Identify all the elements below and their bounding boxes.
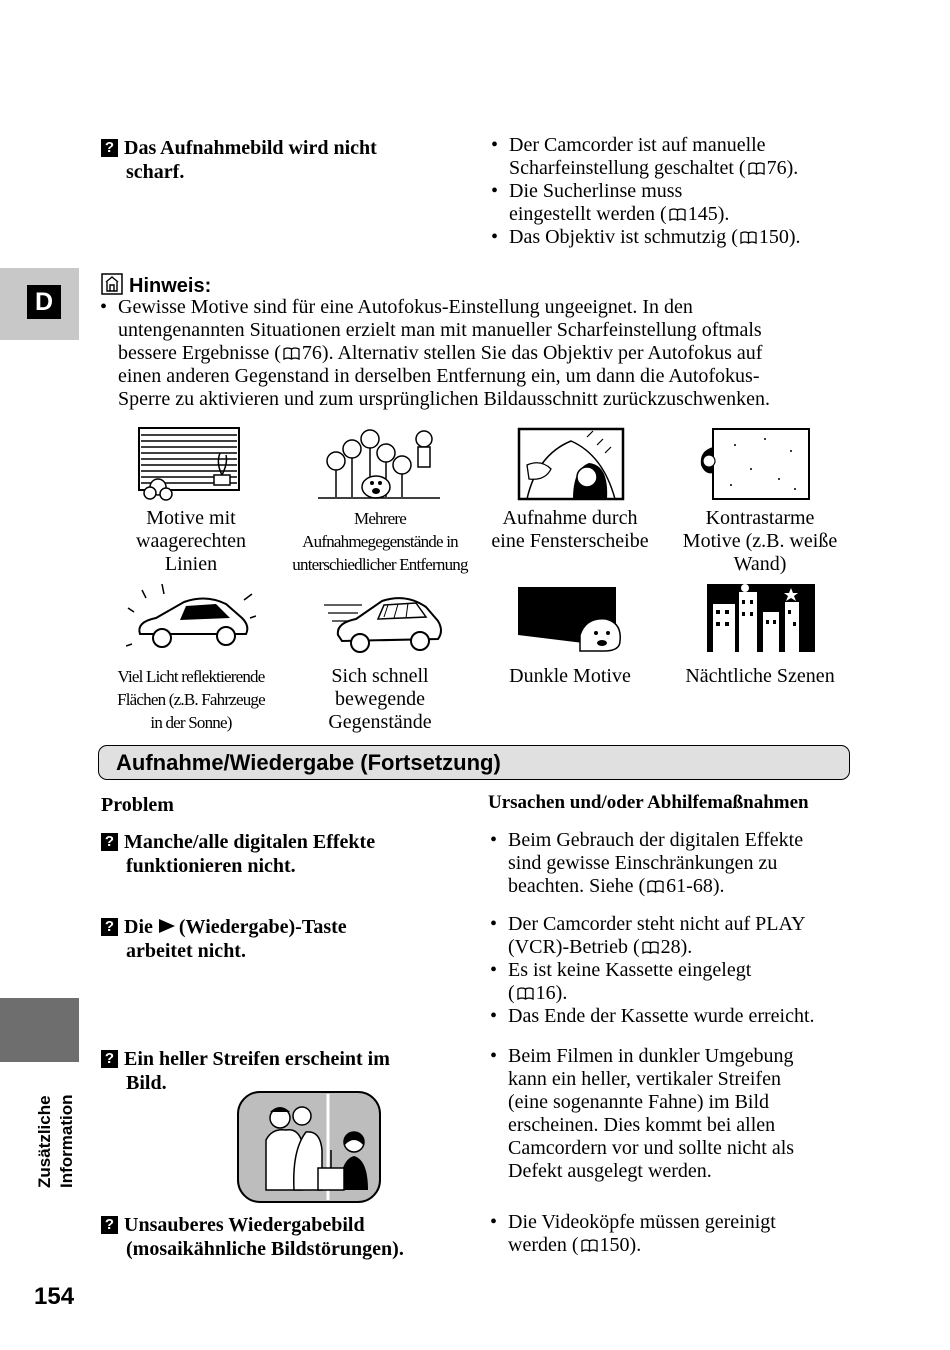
problem-row bbox=[101, 915, 471, 963]
causes-row bbox=[488, 1045, 888, 1183]
cause-text: Das Objektiv ist schmutzig ( bbox=[509, 226, 738, 248]
page-ref: 16). bbox=[535, 982, 568, 1004]
caption-line: bewegende bbox=[335, 688, 425, 710]
bright-streak-illustration bbox=[236, 1090, 382, 1204]
question-icon: ? bbox=[101, 139, 118, 157]
problem-text: (Wiedergabe)-Taste bbox=[178, 916, 347, 938]
problem-text: Ein heller Streifen erscheint im bbox=[124, 1048, 390, 1070]
caption-line: Sich schnell bbox=[331, 665, 429, 687]
caption-line: eine Fensterscheibe bbox=[491, 530, 649, 552]
caption-line: Wand) bbox=[733, 553, 787, 575]
caption-line: Aufnahme durch bbox=[502, 507, 638, 529]
play-icon bbox=[158, 918, 176, 934]
page-ref: 28). bbox=[660, 936, 693, 958]
note-icon bbox=[101, 273, 123, 295]
note-bullet: • bbox=[100, 296, 108, 318]
book-icon bbox=[517, 987, 534, 1000]
night-scene-illustration bbox=[705, 582, 817, 654]
causes-row bbox=[488, 829, 888, 898]
cause-text: Der Camcorder ist auf manuelle bbox=[509, 134, 766, 156]
side-tab-info bbox=[0, 998, 79, 1062]
problem-text: Bild. bbox=[126, 1072, 167, 1094]
section-title: Aufnahme/Wiedergabe (Fortsetzung) bbox=[116, 750, 501, 775]
problem-text: arbeitet nicht. bbox=[126, 940, 246, 962]
col-header-causes: Ursachen und/oder Abhilfemaßnahmen bbox=[488, 792, 809, 813]
cause-item bbox=[489, 226, 889, 249]
page-ref: 150). bbox=[758, 226, 801, 248]
reflective-car-illustration bbox=[126, 582, 256, 656]
caption-line: waagerechten bbox=[136, 530, 246, 552]
cause-item bbox=[488, 1005, 888, 1028]
note-line: untengenannten Situationen erzielt man mit manueller Scharfeinstellung oftmals bbox=[118, 319, 762, 341]
side-tab-letter: D bbox=[27, 285, 61, 319]
problem-top-line1: Das Aufnahmebild wird nicht bbox=[124, 137, 377, 159]
caption-line: Gegenstände bbox=[328, 711, 432, 733]
cause-text: beachten. Siehe ( bbox=[508, 875, 646, 897]
cause-text: sind gewisse Einschränkungen zu bbox=[508, 852, 778, 874]
note-line: einen anderen Gegenstand in derselben Entfernung ein, um dann die Autofokus- bbox=[118, 365, 760, 387]
caption-line: Nächtliche Szenen bbox=[685, 665, 835, 687]
caption-dark bbox=[476, 665, 664, 688]
cause-text: Defekt ausgelegt werden. bbox=[508, 1160, 712, 1182]
problem-top bbox=[101, 136, 461, 184]
cause-item bbox=[488, 829, 888, 898]
cause-text: Scharfeinstellung geschaltet ( bbox=[509, 157, 746, 179]
cause-item bbox=[488, 1211, 888, 1257]
cause-text: werden ( bbox=[508, 1234, 579, 1256]
problem-text: Die bbox=[124, 916, 158, 938]
book-icon bbox=[740, 231, 757, 244]
multiple-subjects-illustration bbox=[318, 425, 440, 503]
cause-text: Beim Gebrauch der digitalen Effekte bbox=[508, 829, 804, 851]
cause-item bbox=[488, 959, 888, 1005]
caption-line: in der Sonne) bbox=[150, 713, 232, 732]
problem-text: Unsauberes Wiedergabebild bbox=[124, 1214, 365, 1236]
side-label-line1: Zusätzliche bbox=[35, 1095, 54, 1188]
caption-line: Linien bbox=[164, 553, 218, 575]
page-ref: 145). bbox=[687, 203, 730, 225]
note-line: Gewisse Motive sind für eine Autofokus-Einstellung ungeeignet. In den bbox=[118, 296, 693, 318]
caption-line: Motive mit bbox=[146, 507, 236, 529]
cause-text: eingestellt werden ( bbox=[509, 203, 667, 225]
caption-horizontal bbox=[100, 507, 282, 576]
caption-night bbox=[666, 665, 854, 688]
cause-item bbox=[488, 1045, 888, 1183]
fast-moving-car-illustration bbox=[322, 585, 444, 657]
book-icon bbox=[647, 880, 664, 893]
section-header bbox=[98, 745, 850, 780]
cause-text: Beim Filmen in dunkler Umgebung bbox=[508, 1045, 794, 1067]
horizontal-lines-illustration bbox=[136, 425, 246, 503]
caption-reflective bbox=[92, 665, 290, 734]
caption-line: Motive (z.B. weiße bbox=[682, 530, 838, 552]
page-ref: 76). bbox=[766, 157, 799, 179]
note-text-part: 76). Alternativ stellen Sie das Objektiv per Autofokus auf bbox=[301, 342, 763, 364]
caption-line: Mehrere bbox=[354, 509, 406, 528]
dark-subject-illustration bbox=[516, 585, 626, 653]
causes-top bbox=[489, 134, 889, 249]
problem-text: funktionieren nicht. bbox=[126, 855, 296, 877]
page-ref: 61-68). bbox=[666, 875, 725, 897]
cause-text: Camcordern vor und sollte nicht als bbox=[508, 1137, 795, 1159]
problem-row bbox=[101, 1047, 471, 1095]
cause-item bbox=[489, 134, 889, 180]
side-label bbox=[34, 1095, 78, 1189]
cause-text: Das Ende der Kassette wurde erreicht. bbox=[508, 1005, 815, 1027]
question-icon: ? bbox=[101, 833, 118, 851]
caption-contrast bbox=[666, 507, 854, 576]
caption-line: Aufnahmegegenstände in bbox=[302, 532, 458, 551]
problem-row bbox=[101, 1213, 481, 1261]
cause-text: (VCR)-Betrieb ( bbox=[508, 936, 640, 958]
note-heading bbox=[101, 273, 211, 298]
note-text-part: bessere Ergebnisse ( bbox=[118, 342, 281, 364]
book-icon bbox=[581, 1239, 598, 1252]
cause-text: Die Videoköpfe müssen gereinigt bbox=[508, 1211, 776, 1233]
window-pane-illustration bbox=[517, 425, 625, 503]
cause-text: (eine sogenannte Fahne) im Bild bbox=[508, 1091, 770, 1113]
causes-row bbox=[488, 1211, 888, 1257]
side-label-line2: Information bbox=[57, 1094, 76, 1188]
caption-fast bbox=[290, 665, 470, 734]
note-text bbox=[100, 296, 890, 411]
cause-text: Der Camcorder steht nicht auf PLAY bbox=[508, 913, 806, 935]
question-icon: ? bbox=[101, 1050, 118, 1068]
page-ref: 150). bbox=[599, 1234, 642, 1256]
book-icon bbox=[642, 941, 659, 954]
cause-item bbox=[489, 180, 889, 226]
caption-line: Flächen (z.B. Fahrzeuge bbox=[117, 690, 265, 709]
cause-item bbox=[488, 913, 888, 959]
book-icon bbox=[669, 208, 686, 221]
col-header-problem: Problem bbox=[101, 794, 174, 816]
cause-text: erscheinen. Dies kommt bei allen bbox=[508, 1114, 776, 1136]
caption-line: Kontrastarme bbox=[705, 507, 815, 529]
caption-window bbox=[476, 507, 664, 553]
problem-top-line2: scharf. bbox=[126, 161, 185, 183]
question-icon: ? bbox=[101, 918, 118, 936]
book-icon bbox=[283, 347, 300, 360]
page-number: 154 bbox=[34, 1283, 75, 1310]
problem-text: (mosaikähnliche Bildstörungen). bbox=[126, 1238, 404, 1260]
problem-row bbox=[101, 830, 471, 878]
cause-text: Es ist keine Kassette eingelegt bbox=[508, 959, 752, 981]
question-icon: ? bbox=[101, 1216, 118, 1234]
caption-multiple bbox=[282, 507, 478, 576]
book-icon bbox=[748, 162, 765, 175]
caption-line: Viel Licht reflektierende bbox=[117, 667, 265, 686]
cause-text: kann ein heller, vertikaler Streifen bbox=[508, 1068, 781, 1090]
causes-row bbox=[488, 913, 888, 1028]
note-line: Sperre zu aktivieren und zum ursprünglichen Bildausschnitt zurückzuschwenken. bbox=[118, 388, 771, 410]
caption-line: Dunkle Motive bbox=[509, 665, 631, 687]
caption-line: unterschiedlicher Entfernung bbox=[292, 555, 468, 574]
note-line bbox=[118, 342, 890, 365]
problem-text: Manche/alle digitalen Effekte bbox=[124, 831, 376, 853]
cause-text: ( bbox=[508, 982, 515, 1004]
low-contrast-wall-illustration bbox=[695, 425, 813, 505]
cause-text: Die Sucherlinse muss bbox=[509, 180, 683, 202]
note-title: Hinweis: bbox=[129, 275, 212, 297]
